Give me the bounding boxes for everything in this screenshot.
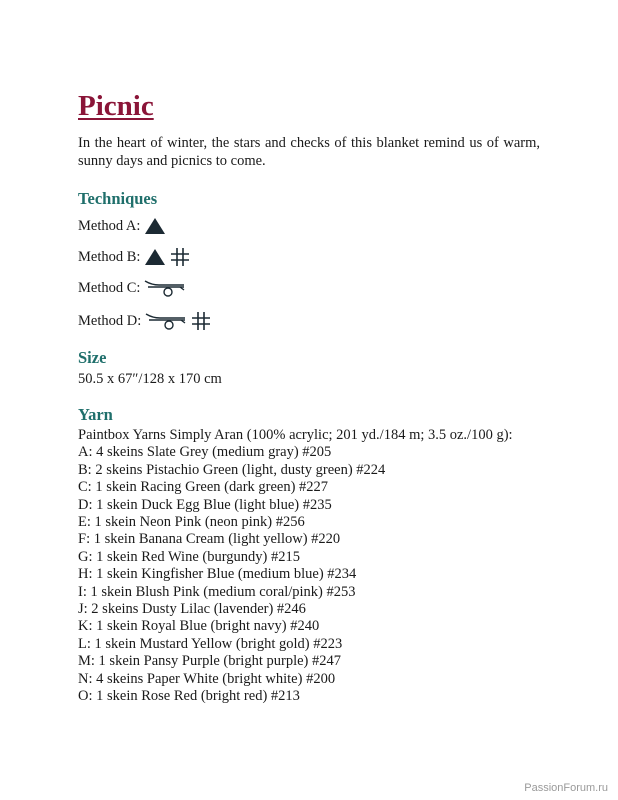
yarn-heading: Yarn [78, 405, 113, 424]
intro-paragraph: In the heart of winter, the stars and checks of this blanket remind us of warm, sunny days and picnics to come. [78, 135, 540, 169]
list-item: J: 2 skeins Dusty Lilac (lavender) #246 [78, 601, 306, 618]
list-item: G: 1 skein Red Wine (burgundy) #215 [78, 548, 300, 565]
list-item: L: 1 skein Mustard Yellow (bright gold) #223 [78, 635, 343, 652]
page-title: Picnic [78, 90, 154, 122]
method-c-label: Method C: [78, 280, 141, 296]
method-b-row [78, 246, 540, 268]
yarn-list [78, 444, 540, 705]
method-c-row [78, 277, 540, 299]
grid-hash-icon [170, 247, 190, 267]
list-item: D: 1 skein Duck Egg Blue (light blue) #235 [78, 496, 332, 513]
list-item: M: 1 skein Pansy Purple (bright purple) #247 [78, 653, 341, 670]
method-b-label: Method B: [78, 249, 141, 265]
pattern-page [78, 88, 540, 706]
triangle-icon [144, 248, 166, 266]
triangle-icon [144, 217, 166, 235]
yarn-intro: Paintbox Yarns Simply Aran (100% acrylic; 201 yd./184 m; 3.5 oz./100 g): [78, 427, 513, 443]
size-heading: Size [78, 348, 107, 367]
techniques-heading: Techniques [78, 189, 158, 208]
size-text: 50.5 x 67″/128 x 170 cm [78, 371, 222, 387]
list-item: H: 1 skein Kingfisher Blue (medium blue) #234 [78, 566, 357, 583]
method-d-label: Method D: [78, 313, 142, 329]
method-d-row [78, 310, 540, 332]
skateboard-icon [144, 278, 186, 298]
method-a-row [78, 215, 540, 237]
list-item: B: 2 skeins Pistachio Green (light, dusty green) #224 [78, 461, 386, 478]
list-item: E: 1 skein Neon Pink (neon pink) #256 [78, 514, 305, 531]
list-item: A: 4 skeins Slate Grey (medium gray) #205 [78, 444, 332, 461]
watermark-text: PassionForum.ru [524, 782, 608, 794]
list-item: C: 1 skein Racing Green (dark green) #227 [78, 479, 329, 496]
skateboard-icon [145, 311, 187, 331]
list-item: I: 1 skein Blush Pink (medium coral/pink) #253 [78, 583, 356, 600]
list-item: K: 1 skein Royal Blue (bright navy) #240 [78, 618, 320, 635]
method-a-label: Method A: [78, 218, 141, 234]
grid-hash-icon [191, 311, 211, 331]
list-item: N: 4 skeins Paper White (bright white) #200 [78, 670, 336, 687]
list-item: O: 1 skein Rose Red (bright red) #213 [78, 688, 300, 705]
list-item: F: 1 skein Banana Cream (light yellow) #220 [78, 531, 341, 548]
